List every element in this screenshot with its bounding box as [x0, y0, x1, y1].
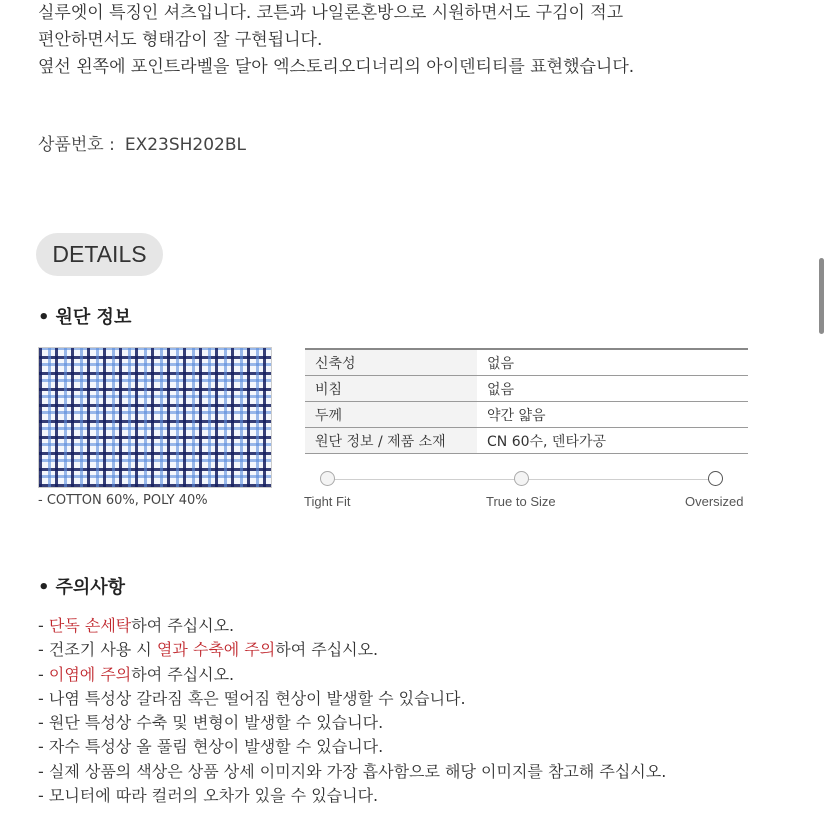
list-item: - 실제 상품의 색상은 상품 상세 이미지와 가장 흡사함으로 해당 이미지를 참고해 주십시오. — [38, 761, 667, 781]
caution-heading — [38, 573, 125, 599]
list-item: - 모니터에 따라 컬러의 오차가 있을 수 있습니다. — [38, 786, 379, 806]
fit-label-tight: Tight Fit — [304, 494, 351, 509]
product-number-label: 상품번호 : — [38, 135, 115, 155]
bullet-icon: • — [38, 307, 50, 328]
table-row — [305, 402, 748, 428]
table-row — [305, 376, 748, 402]
scrollbar-thumb[interactable] — [819, 258, 824, 334]
description-line: 편안하면서도 형태감이 잘 구현됩니다. — [38, 30, 323, 50]
spec-label: 두께 — [305, 402, 477, 428]
bullet-icon: • — [38, 577, 50, 598]
fit-option-oversized-circle-icon — [708, 471, 723, 486]
list-item: - 건조기 사용 시 열과 수축에 주의하여 주십시오. — [38, 640, 379, 660]
table-row — [305, 428, 748, 454]
fabric-info-title: 원단 정보 — [55, 307, 132, 328]
fabric-composition: - COTTON 60%, POLY 40% — [38, 493, 208, 508]
list-item: - 나염 특성상 갈라짐 혹은 떨어짐 현상이 발생할 수 있습니다. — [38, 688, 466, 708]
spec-value: 약간 얇음 — [477, 402, 748, 428]
list-item: - 이염에 주의하여 주십시오. — [38, 664, 235, 684]
details-badge — [36, 233, 163, 276]
spec-label: 원단 정보 / 제품 소재 — [305, 428, 477, 454]
caution-title: 주의사항 — [55, 577, 126, 598]
spec-value: CN 60수, 덴타가공 — [477, 428, 748, 454]
list-item: - 원단 특성상 수축 및 변형이 발생할 수 있습니다. — [38, 713, 384, 733]
table-row — [305, 349, 748, 376]
spec-value: 없음 — [477, 376, 748, 402]
details-label: DETAILS — [52, 241, 147, 267]
fabric-spec-table — [305, 348, 748, 454]
description-line: 옆선 왼쪽에 포인트라벨을 달아 엑스토리오디너리의 아이덴티티를 표현했습니다. — [38, 57, 635, 77]
fabric-info-heading — [38, 303, 131, 329]
fit-option-true-circle-icon — [514, 471, 529, 486]
description-line: 실루엣이 특징인 셔츠입니다. 코튼과 나일론혼방으로 시원하면서도 구김이 적고 — [38, 3, 624, 23]
caution-list — [38, 614, 666, 808]
product-number-code: EX23SH202BL — [124, 135, 247, 155]
product-number — [38, 130, 246, 155]
spec-label: 비침 — [305, 376, 477, 402]
list-item: - 자수 특성상 올 풀림 현상이 발생할 수 있습니다. — [38, 737, 384, 757]
list-item: - 단독 손세탁하여 주십시오. — [38, 616, 235, 635]
fit-label-true-to-size: True to Size — [486, 494, 556, 509]
spec-value: 없음 — [477, 349, 748, 376]
fit-scale — [304, 470, 750, 515]
fabric-swatch-image — [38, 347, 272, 488]
fit-option-tight-circle-icon — [320, 471, 335, 486]
product-description — [38, 0, 634, 81]
spec-label: 신축성 — [305, 349, 477, 376]
fit-label-oversized: Oversized — [685, 494, 744, 509]
